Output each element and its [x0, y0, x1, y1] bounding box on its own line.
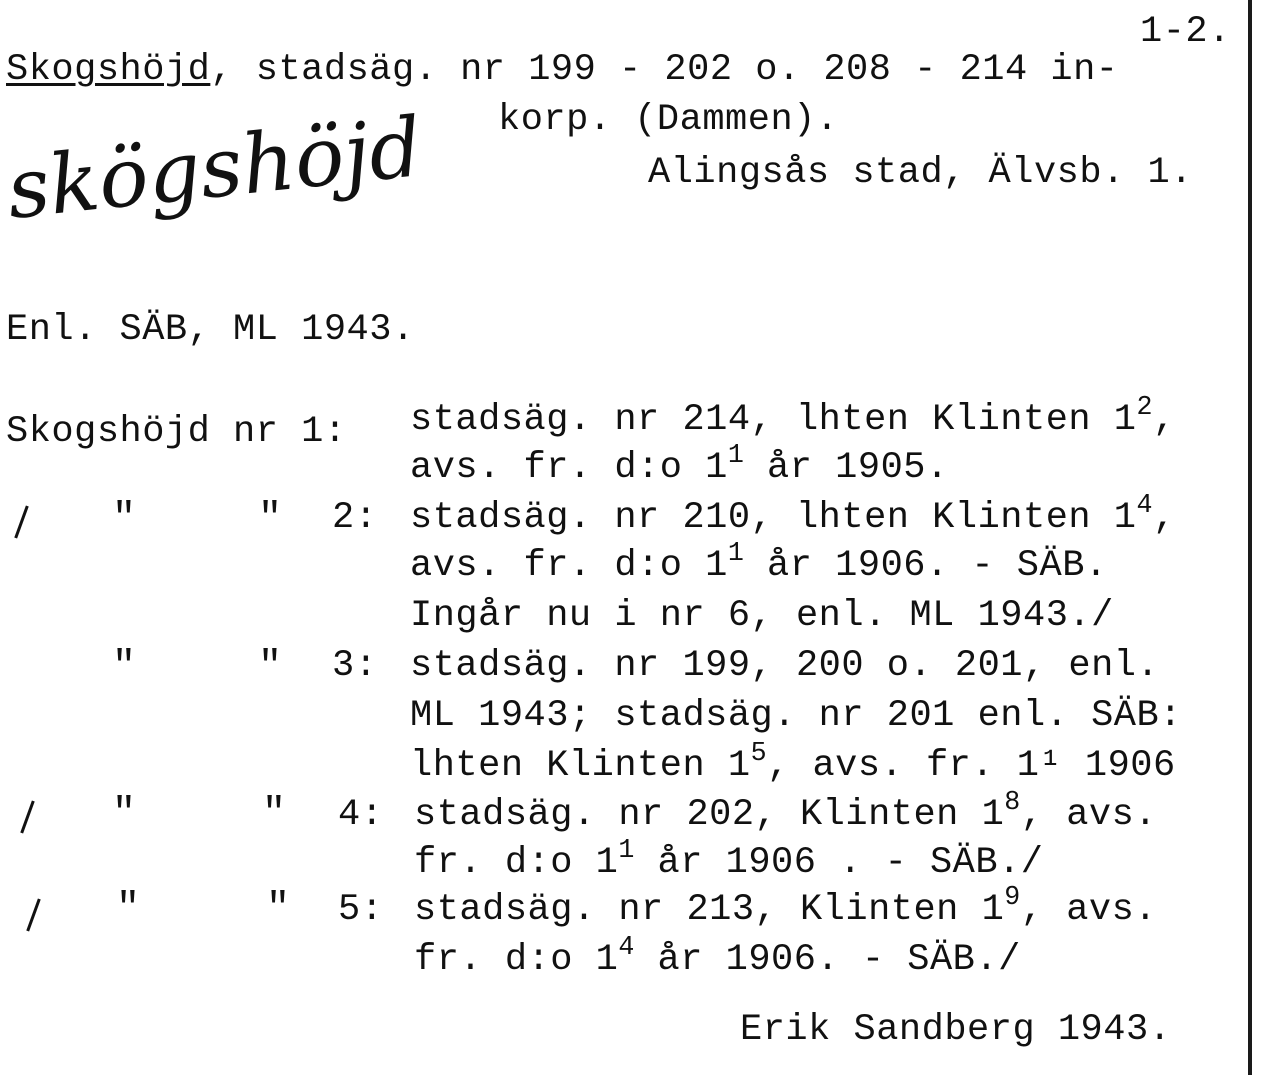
tick-mark	[14, 506, 28, 539]
entry-superscript: 1	[727, 440, 745, 471]
entry-text-tail: år 1906. - SÄB.	[744, 545, 1108, 587]
entry-text-tail: år 1905.	[744, 447, 949, 489]
entry-text: stadsäg. nr 213, Klinten 1	[414, 889, 1005, 931]
entry-3-line-1: stadsäg. nr 199, 200 o. 201, enl.	[410, 645, 1160, 687]
entry-2-line-2	[410, 538, 1108, 587]
entry-text: avs. fr. d:o 1	[410, 545, 728, 587]
entry-text: avs. fr. d:o 1	[410, 447, 728, 489]
entry-2-line-1	[410, 490, 1176, 539]
entry-superscript: 8	[1004, 787, 1021, 818]
entry-text-tail: , avs.	[1020, 794, 1158, 836]
signature: Erik Sandberg 1943.	[740, 1009, 1172, 1051]
entry-2-line-3: Ingår nu i nr 6, enl. ML 1943./	[410, 595, 1114, 637]
entry-text: stadsäg. nr 202, Klinten 1	[414, 794, 1005, 836]
entry-3-line-2: ML 1943; stadsäg. nr 201 enl. SÄB:	[410, 695, 1182, 737]
entry-text-tail: år 1906 . - SÄB./	[634, 842, 1044, 884]
entry-text: fr. d:o 1	[414, 939, 619, 981]
entry-5-label: 5:	[338, 889, 384, 931]
tick-mark	[20, 801, 34, 834]
place-name: Skogshöjd	[6, 49, 211, 91]
entry-text-tail: år 1906. - SÄB./	[634, 939, 1021, 981]
entry-5-line-1	[414, 882, 1158, 931]
ditto-mark: "	[258, 645, 283, 690]
entry-text: stadsäg. nr 210, lhten Klinten 1	[410, 497, 1137, 539]
ditto-mark: "	[258, 497, 283, 542]
ditto-mark: "	[116, 887, 141, 932]
entry-text-tail: ,	[1153, 497, 1176, 539]
entry-text: lhten Klinten 1	[410, 745, 751, 787]
page-ref: 1-2.	[1140, 11, 1231, 53]
header-line-2: korp. (Dammen).	[498, 99, 839, 141]
entry-2-label: 2:	[332, 497, 378, 539]
entry-superscript: 2	[1136, 392, 1153, 423]
entry-superscript: 5	[750, 738, 768, 769]
header-line-1-rest: , stadsäg. nr 199 - 202 o. 208 - 214 in-	[210, 49, 1119, 91]
entry-5-line-2	[414, 932, 1021, 981]
entry-4-line-1	[414, 787, 1158, 836]
handwritten-place-name: skögshöjd	[2, 100, 427, 238]
entry-4-line-2	[414, 835, 1044, 884]
entry-superscript: 1	[727, 538, 745, 569]
entry-text-tail: , avs.	[1020, 889, 1158, 931]
header-line-1	[6, 49, 1119, 91]
entry-3-line-3	[410, 738, 1176, 787]
card-edge	[1248, 0, 1252, 1075]
entry-1-line-2	[410, 440, 949, 489]
entry-superscript: 9	[1004, 882, 1021, 913]
entry-1-line-1	[410, 392, 1176, 441]
ditto-mark: "	[112, 645, 137, 690]
entry-superscript: 1	[618, 835, 635, 866]
ditto-mark: "	[262, 792, 287, 837]
ditto-mark: "	[266, 887, 291, 932]
entry-text-tail: , avs. fr. 1¹ 1906	[767, 745, 1176, 787]
entry-text-tail: ,	[1153, 399, 1176, 441]
ditto-mark: "	[112, 792, 137, 837]
entry-superscript: 4	[1136, 490, 1153, 521]
ditto-mark: "	[112, 497, 137, 542]
entry-text: stadsäg. nr 214, lhten Klinten 1	[410, 399, 1137, 441]
entry-text: fr. d:o 1	[414, 842, 619, 884]
source-line: Enl. SÄB, ML 1943.	[6, 309, 415, 351]
entry-4-label: 4:	[338, 794, 384, 836]
entry-1-label: Skogshöjd nr 1:	[6, 411, 347, 453]
tick-mark	[26, 899, 40, 932]
entry-superscript: 4	[618, 932, 635, 963]
location-line: Alingsås stad, Älvsb. 1.	[648, 152, 1193, 194]
entry-3-label: 3:	[332, 645, 378, 687]
